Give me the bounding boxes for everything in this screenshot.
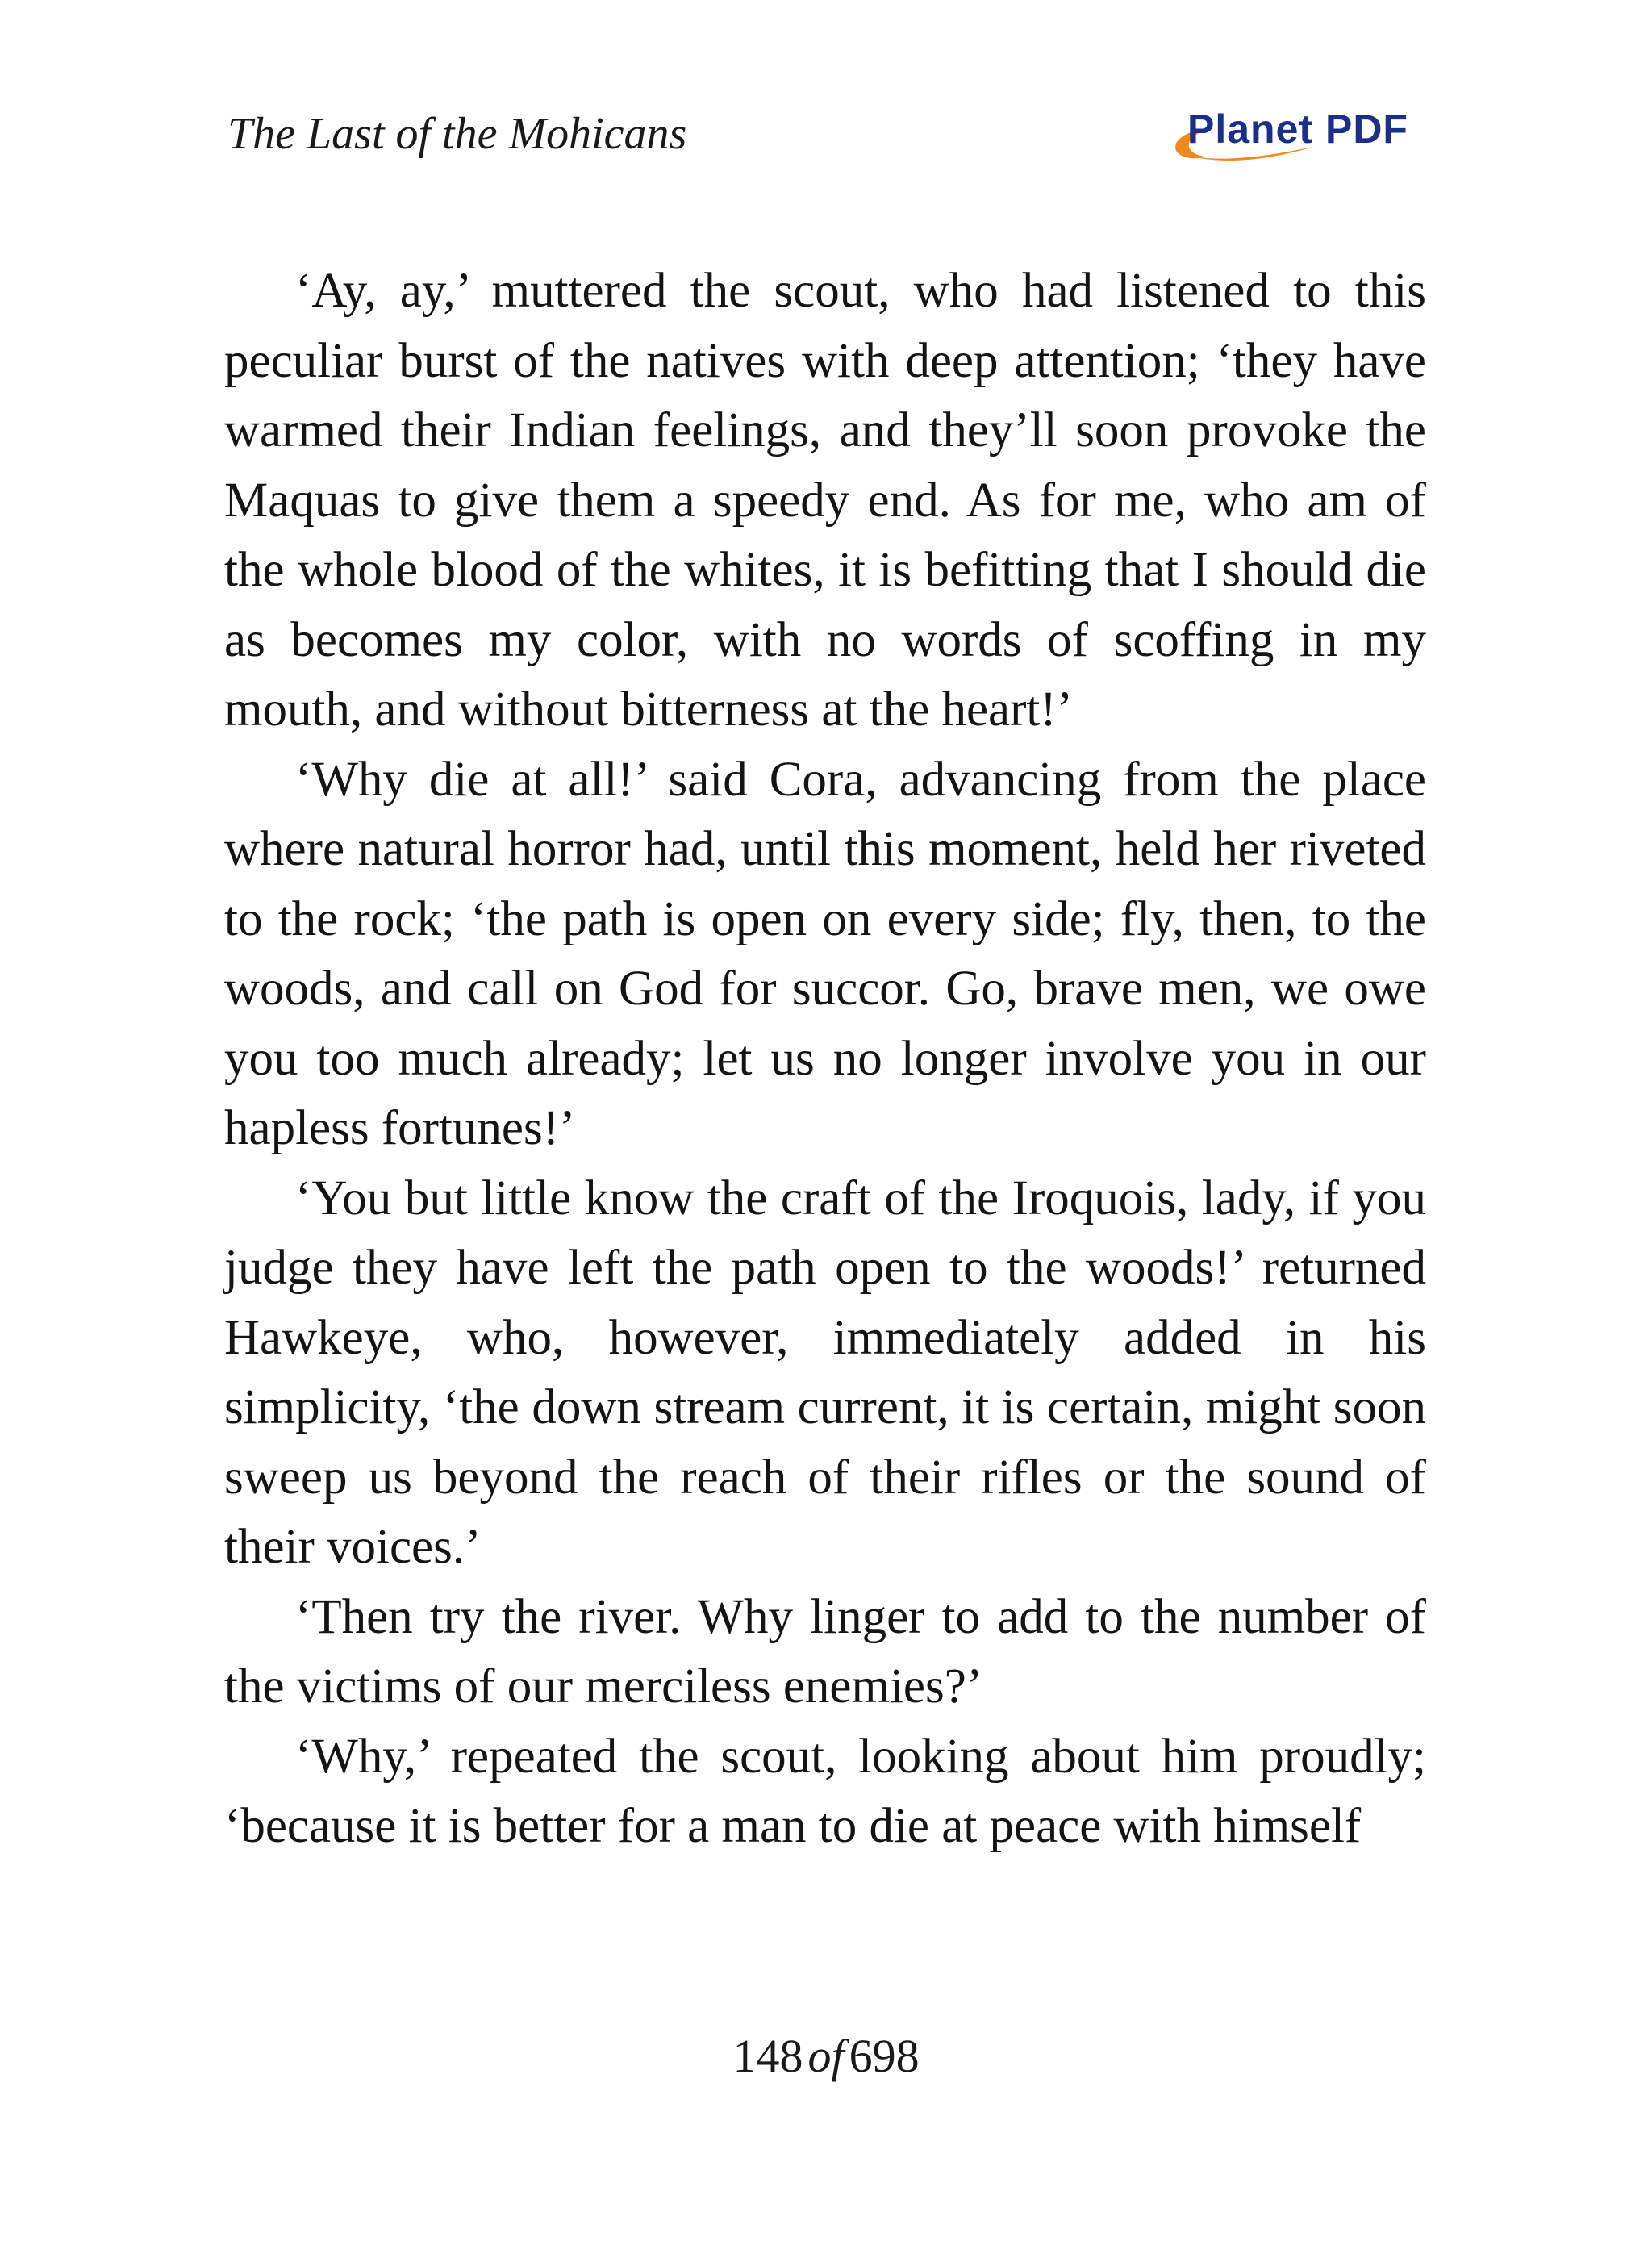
- paragraph: ‘Why die at all!’ said Cora, advancing from the place where natural horror had, until this moment, held her riveted to the rock; ‘the path is open on every side; fly, then, to the woods, and call on God for succor. Go, brave men, we owe you too much already; let us no longer involve you in our hapless fortunes!’: [224, 752, 1426, 1155]
- page-of-label: of: [807, 2030, 845, 2082]
- body-text: [224, 257, 1426, 1862]
- current-page: 148: [732, 2030, 803, 2082]
- paragraph: ‘Ay, ay,’ muttered the scout, who had listened to this peculiar burst of the natives with deep attention; ‘they have warmed their Indian feelings, and they’ll soon provoke the Maquas to give them a speedy end. As for me, who am of the whole blood of the whites, it is befitting that I should die as becomes my color, with no words of scoffing in my mouth, and without bitterness at the heart!’: [224, 264, 1426, 737]
- paragraph: ‘Why,’ repeated the scout, looking about him proudly; ‘because it is better for a man to die at peace with himself: [224, 1729, 1426, 1853]
- paragraph: ‘Then try the river. Why linger to add to the number of the victims of our merciless enemies?’: [224, 1589, 1426, 1713]
- total-pages: 698: [849, 2030, 920, 2082]
- planet-pdf-logo: [1160, 103, 1418, 168]
- page-number: [0, 2028, 1652, 2085]
- logo-word-planet: Planet: [1187, 106, 1314, 152]
- book-title: The Last of the Mohicans: [227, 109, 687, 159]
- page-header: [227, 103, 1426, 168]
- logo-text: [1187, 106, 1408, 152]
- paragraph: ‘You but little know the craft of the Iroquois, lady, if you judge they have left the path open to the woods!’ returned Hawkeye, who, however, immediately added in his simplicity, ‘the down stream current, it is certain, might soon sweep us beyond the reach of their rifles or the sound of their voices.’: [224, 1171, 1426, 1574]
- logo-word-pdf: PDF: [1325, 106, 1408, 152]
